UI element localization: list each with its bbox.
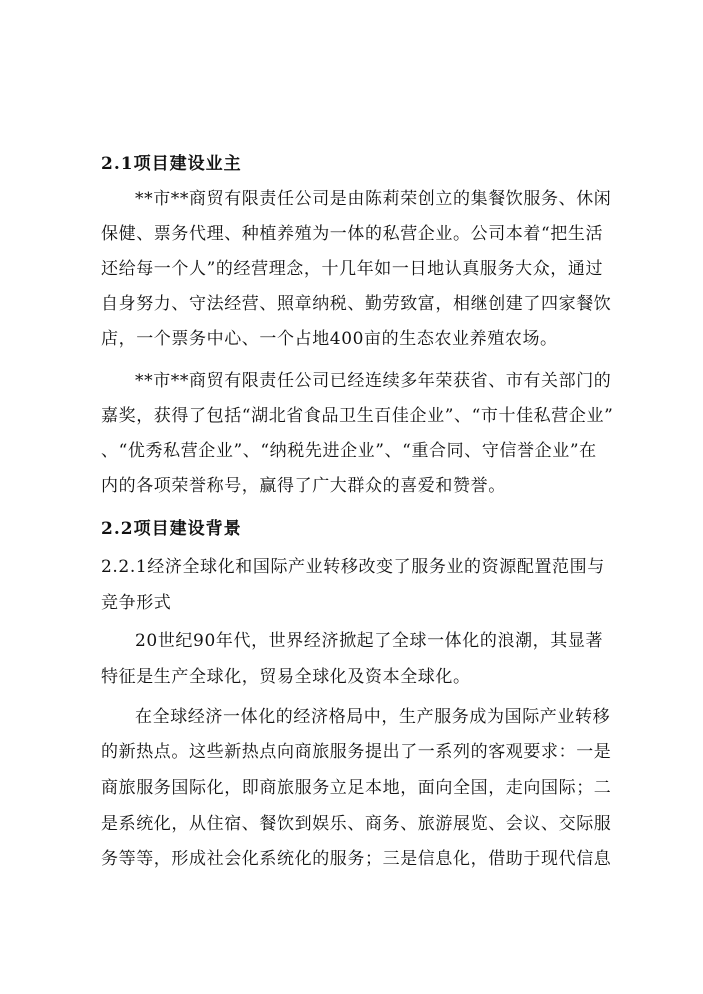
paragraph-line: 嘉奖，获得了包括“湖北省食品卫生百佳企业”、“市十佳私营企业” [101, 406, 614, 426]
paragraph-line: 保健、票务代理、种植养殖为一体的私营企业。公司本着“把生活 [101, 224, 604, 244]
paragraph-line: 20世纪90年代，世界经济掀起了全球一体化的浪潮，其显著 [135, 631, 604, 651]
paragraph-line: 商旅服务国际化，即商旅服务立足本地，面向全国，走向国际；二 [101, 778, 612, 798]
subheading-line: 2.2.1经济全球化和国际产业转移改变了服务业的资源配置范围与 [101, 557, 605, 577]
paragraph-line: **市**商贸有限责任公司是由陈莉荣创立的集餐饮服务、休闲 [135, 189, 612, 209]
paragraph-line: 是系统化，从住宿、餐饮到娱乐、商务、旅游展览、会议、交际服 [101, 814, 612, 834]
paragraph-line: 自身努力、守法经营、照章纳税、勤劳致富，相继创建了四家餐饮 [101, 294, 612, 314]
paragraph-line: 还给每一个人”的经营理念，十几年如一日地认真服务大众，通过 [101, 259, 604, 279]
paragraph-line: 特征是生产全球化，贸易全球化及资本全球化。 [101, 667, 471, 687]
paragraph-line: 在全球经济一体化的经济格局中，生产服务成为国际产业转移 [135, 707, 611, 727]
paragraph-line: 的新热点。这些新热点向商旅服务提出了一系列的客观要求：一是 [101, 742, 612, 762]
paragraph-line: 务等等，形成社会化系统化的服务；三是信息化，借助于现代信息 [101, 849, 612, 869]
subheading-line: 竞争形式 [101, 593, 172, 613]
paragraph-line: **市**商贸有限责任公司已经连续多年荣获省、市有关部门的 [135, 371, 612, 391]
section-heading-2-2: 2.2项目建设背景 [101, 519, 242, 539]
paragraph-line: 店，一个票务中心、一个占地400亩的生态农业养殖农场。 [101, 329, 558, 349]
paragraph-line: 内的各项荣誉称号，赢得了广大群众的喜爱和赞誉。 [101, 476, 506, 496]
section-heading-2-1: 2.1项目建设业主 [101, 154, 242, 174]
paragraph-line: 、“优秀私营企业”、“纳税先进企业”、“重合同、守信誉企业”在 [101, 441, 597, 461]
